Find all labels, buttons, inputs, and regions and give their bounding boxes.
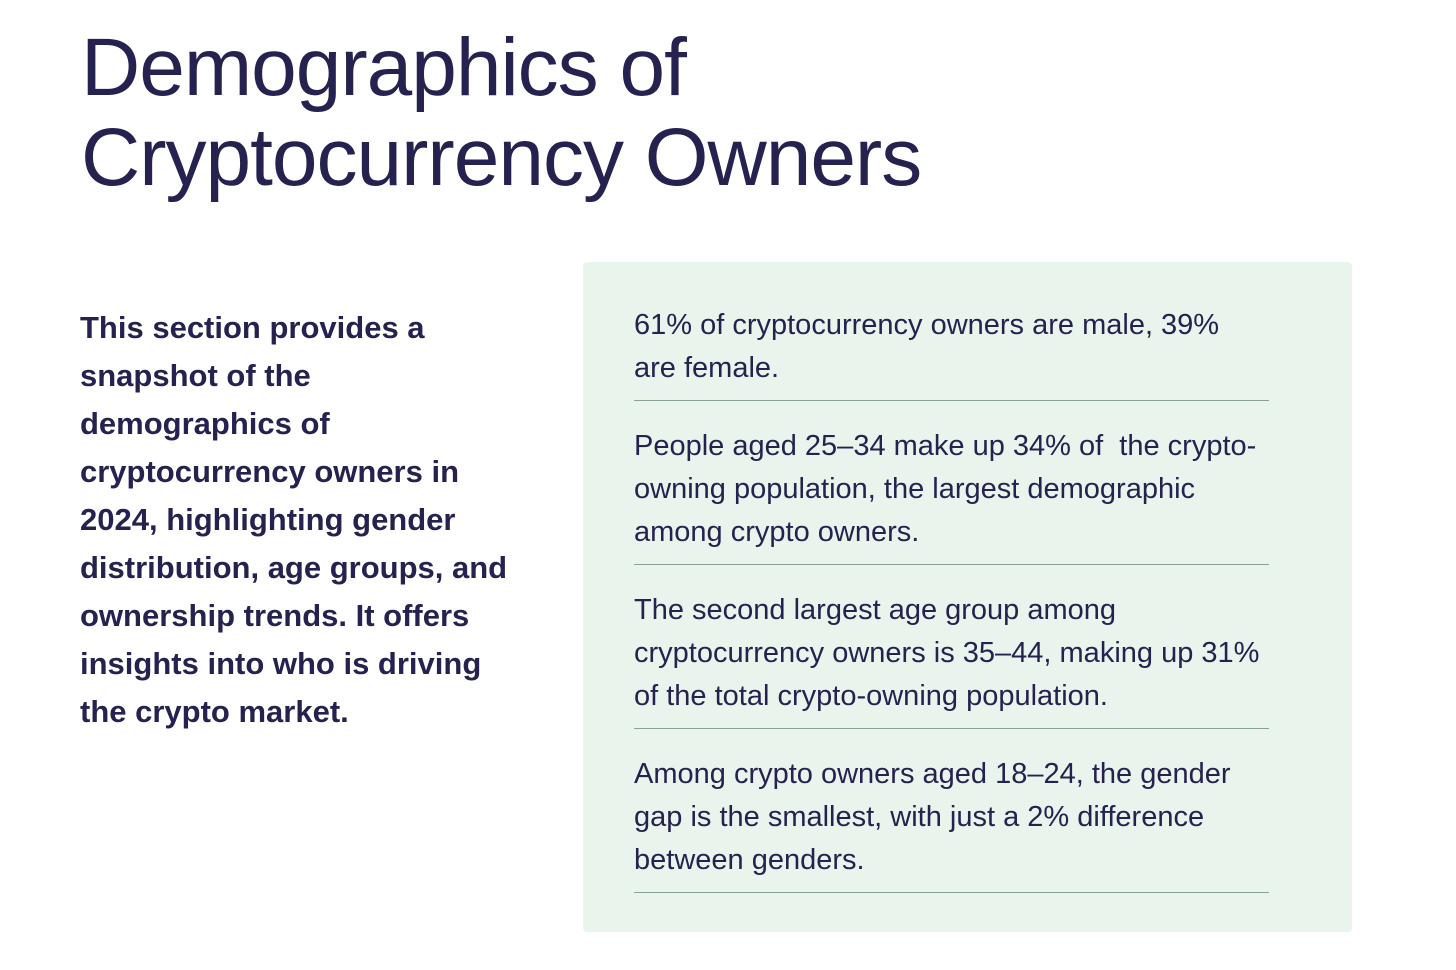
- fact-item: [634, 304, 1269, 400]
- page-title: [81, 23, 921, 203]
- fact-item: [634, 565, 1269, 728]
- fact-text-age-18-24-gap: Among crypto owners aged 18–24, the gender gap is the smallest, with just a 2% difference between genders.: [634, 758, 1239, 876]
- page-title-line-1: Demographics of: [81, 22, 686, 113]
- fact-text-age-35-44: The second largest age group among cryptocurrency owners is 35–44, making up 31% of the total crypto-owning population.: [634, 594, 1268, 712]
- fact-text-age-25-34: People aged 25–34 make up 34% of the crypto-owning population, the largest demographic among crypto owners.: [634, 430, 1257, 548]
- fact-item: [634, 401, 1269, 564]
- fact-item: [634, 729, 1269, 892]
- fact-text-gender-split: 61% of cryptocurrency owners are male, 39% are female.: [634, 309, 1228, 384]
- facts-panel: [583, 262, 1352, 932]
- intro-text: This section provides a snapshot of the demographics of cryptocurrency owners in 2024, highlighting gender distribution, age groups, and ownership trends. It offers insights into who is driving the crypto market.: [80, 310, 508, 729]
- fact-divider: [634, 892, 1269, 893]
- page-title-line-2: Cryptocurrency Owners: [81, 112, 922, 203]
